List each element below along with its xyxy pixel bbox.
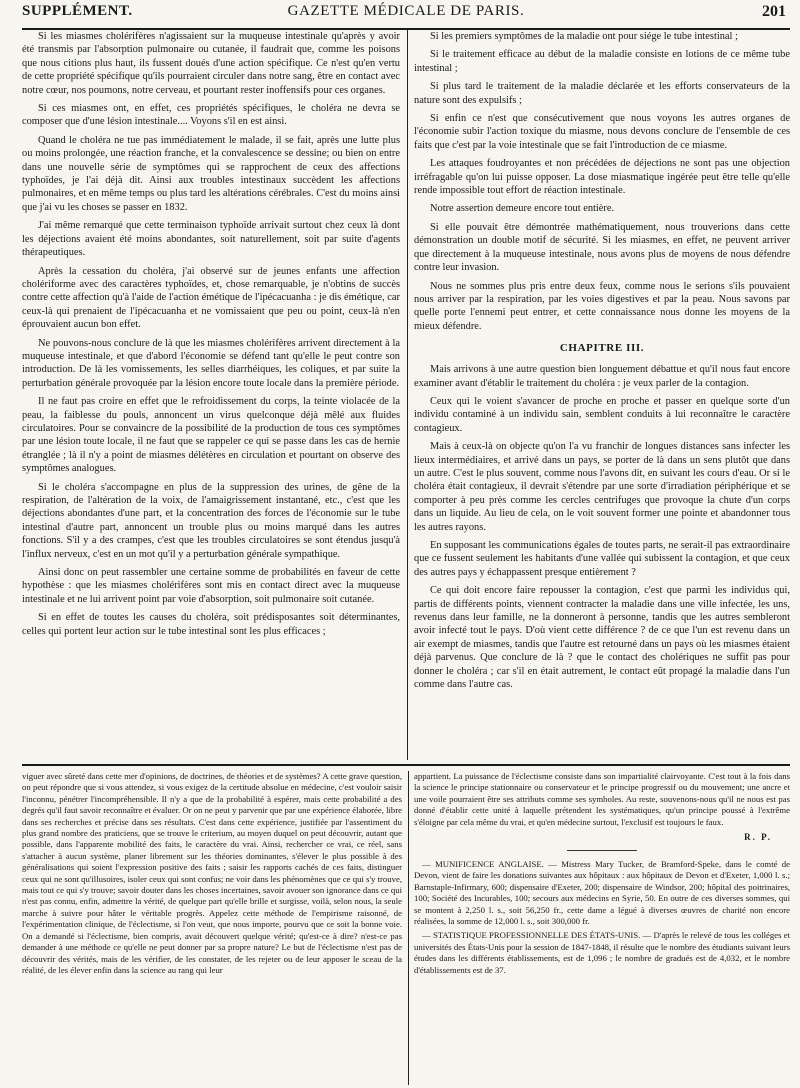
section-divider [22, 764, 790, 766]
paragraph: Après la cessation du choléra, j'ai observé sur de jeunes enfants une affection cholériforme avec des caractères typhoïdes, et, chose remarquable, je n'obtins de succès contre cette affection qu'à l'aide de l'action émétique de l'ipécacuanha : je dis émétique, car ceux-là qui prenaient de l'ipécacuanha et ne vomissaient que peu ou point, ceux-là n'en éprouvaient aucun bon effet. [22, 265, 400, 331]
paragraph: Si enfin ce n'est que consécutivement que nous voyons les autres organes de l'économie subir l'action toxique du miasme, nous devons conclure de l'ensemble de ces faits que c'est par la voie intestinale que se fait l'introduction de ce miasme. [414, 113, 790, 151]
bottom-right-column [414, 771, 790, 1085]
paragraph: Si le choléra s'accompagne en plus de la suppression des urines, de gêne de la respiration, de l'altération de la voix, de l'amaigrissement instantané, etc., c'est que les déjections abondantes d'une part, et la concentration des forces de l'économie sur le tube intestinal d'autre part, annoncent un trouble plus ou moins marqué dans les autres fonctions. S'il y a des crampes, c'est que les troubles circulatoires se sont étendus jusqu'à l'influx nerveux, c'est en un mot qu'il y a perturbation générale sympathique. [22, 481, 400, 560]
left-column [22, 30, 400, 760]
journal-title: GAZETTE MÉDICALE DE PARIS. [287, 3, 525, 19]
paragraph: Mais arrivons à une autre question bien longuement débattue et qu'il nous faut encore examiner avant d'établir le traitement du choléra : je veux parler de la contagion. [414, 364, 790, 389]
paragraph: Si en effet de toutes les causes du choléra, soit prédisposantes soit déterminantes, celles qui portent leur action sur le tube intestinal sont les plus efficaces ; [22, 612, 400, 637]
paragraph: Ceux qui le voient s'avancer de proche en proche et passer en quelque sorte d'un individu contaminé à un individu sain, semblent conduits à lui reconnaître le caractère contagieux. [414, 395, 790, 434]
paragraph: viguer avec sûreté dans cette mer d'opinions, de doctrines, de théories et de systèmes? A cette grave question, on peut répondre que si vous attendez, si vous exigez de la certitude absolue en médecine, c'est vouloir saisir l'inconnu, pénétrer l'incompréhensible. Il n'y a que de la probabilité à espérer, mais cette probabilité a des degrés qu'il faut savoir reconnaître et évaluer. Or on ne peut y parvenir que par une expérience élaborée, libre dans ses recherches et précise dans ses résultats. C'est dans cette expérience, justifiée par l'assentiment du plus grand nombre des praticiens, que se trouve le criterium, au moyen duquel on peut découvrir, autant que possible, dans l'apparente mobilité des faits, le caractère du vrai. Ainsi, rechercher ce vrai, ce réel, sans s'attacher à aucun système, planer librement sur les théories dominantes, s'élever le plus possible à des généralisations qui soient l'expression positive des faits ; saisir les rapports cachés de ces faits, distinguer ceux qui ne sont qu'illusoires, isoler ceux qui sont confus; ne voir dans les phénomènes que ce qui s'y trouve, mais tout ce qui s'y trouve; savoir douter dans les choses incertaines, savoir avouer son ignorance dans ce qui n'est pas connu, enfin, admettre la vérité, de quelque part qu'elle brille et surgisse, voilà, selon nous, la seule marche à suivre pour hâter le véritable progrès. Appelez cette méthode de l'empirisme raisonné, de l'expérimentation clinique, de l'éclectisme, si l'on veut, que nous importe, pourvu que ce soit la bonne voie. On a demandé si l'éclectisme, bien compris, avait découvert quelque vérité; qu'est-ce à dire? n'est-ce pas demander à une méthode ce qu'elle ne peut donner par sa propre nature? Le but de l'éclectisme n'est pas de découvrir des vérités, mais de les vérifier, de les constater, de les rejeter ou de leur apposer le sceau de la réalité, de les élever enfin dans la science au rang qui leur [22, 771, 402, 975]
short-divider [567, 850, 637, 851]
paragraph: Ne pouvons-nous conclure de là que les miasmes cholérifères arrivent directement à la muqueuse intestinale, et que d'abord l'économie se défend tant qu'elle le peut contre son introduction. De là les vomissements, les selles diarrhéiques, les coliques, et par suite la perturbation générale provoquée par la lésion encore toute locale dans la première période. [22, 337, 400, 389]
paragraph: Si plus tard le traitement de la maladie déclarée et les efforts conservateurs de la nature sont des expulsifs ; [414, 81, 790, 106]
column-divider [408, 771, 409, 1085]
supplement-label: SUPPLÉMENT. [22, 3, 133, 19]
feuilleton-section [22, 771, 790, 1085]
paragraph: Notre assertion demeure encore tout entière. [430, 203, 615, 215]
paragraph: J'ai même remarqué que cette terminaison typhoïde arrivait surtout chez ceux là dont les déjections avaient été moins abondantes, soit naturellement, soit par suite d'agents thérapeutiques. [22, 220, 400, 259]
paragraph: Les attaques foudroyantes et non précédées de déjections ne sont pas une objection irréfragable qu'on lui puisse opposer. La dose miasmatique ingérée peut être telle qu'elle rende impossible tout effort de réaction intestinale. [414, 158, 790, 197]
bottom-left-column [22, 771, 402, 1085]
column-divider [407, 30, 408, 760]
main-article [22, 30, 790, 760]
paragraph: Ainsi donc on peut rassembler une certaine somme de probabilités en faveur de cette hypothèse : que les miasmes cholérifères sont mis en contact direct avec la muqueuse intestinale et ne lui arrivent point par voie d'absorption, soit pulmonaire soit cutanée. [22, 567, 400, 605]
paragraph: Si les miasmes cholérifères n'agissaient sur la muqueuse intestinale qu'après y avoir été transmis par l'absorption pulmonaire ou cutanée, il faudrait que, comme les poisons que nous citions plus haut, ils fussent doués d'une action spécifique. Ce n'est qu'en vertu de cette propriété spécifique qu'ils pourraient circuler dans notre sang, être en contact avec notre cœur, nos poumons, notre cerveau, et pourtant rester inoffensifs pour ces organes. [22, 31, 400, 96]
paragraph: Si ces miasmes ont, en effet, ces propriétés spécifiques, le choléra ne devra se composer que d'une lésion intestinale.... Voyons s'il en est ainsi. [22, 103, 400, 128]
paragraph: Nous ne sommes plus pris entre deux feux, comme nous le serions s'ils pouvaient nous arriver par la respiration, par les voies digestives et par la peau. Nous savons par quelle porte l'ennemi peut entrer, et cette connaissance nous donne les moyens de la mieux défendre. [414, 280, 790, 332]
paragraph: En supposant les communications égales de toutes parts, ne serait-il pas extraordinaire que ce fussent seulement les habitants d'une vallée qui subissent la contagion, et que ceux des autres pays y échappassent presque entièrement ? [414, 540, 790, 578]
page-header [22, 0, 790, 30]
news-item: — MUNIFICENCE ANGLAISE. — Mistress Mary Tucker, de Bramford-Speke, dans le comté de Devon, vient de faire les donations suivantes aux hôpitaux : aux hôpitaux de Devon et d'Exeter, 1,000 l. s.; Barnstaple-Infirmary, 600; dispensaire d'Exeter, 200; dispensaire de Windsor, 200; hôpital des poitrinaires, 100; Société des Incurables, 100; secours aux médecins en Syrie, 50. En outre de ces diverses sommes, qui se montent à 2,250 l. s., soit 56,250 fr., cette dame a légué à diverses œuvres de charité non encore réalisées, la somme de 12,000 l. s., soit 300,000 fr. [414, 859, 790, 927]
paragraph: Si elle pouvait être démontrée mathématiquement, nous trouverions dans cette démonstration un double motif de sécurité. Si les miasmes, en effet, ne peuvent arriver que directement à la muqueuse intestinale, nous avons plus de moyens de nous défendre contre leur invasion. [414, 221, 790, 274]
paragraph: Si les premiers symptômes de la maladie ont pour siége le tube intestinal ; [430, 31, 738, 42]
right-column [414, 30, 790, 760]
news-item: — STATISTIQUE PROFESSIONNELLE DES ÉTATS-UNIS. — D'après le relevé de tous les colléges et universités des États-Unis pour la session de 1847-1848, il résulte que le nombre des étudiants suivant leurs études dans les différents établissements, est de 1,096 ; le nombre de gradués est de 4,032, et le nombre d'établissements est de 37. [414, 930, 790, 975]
chapter-heading: CHAPITRE III. [559, 342, 645, 355]
paragraph: Quand le choléra ne tue pas immédiatement le malade, il se fait, après une lutte plus ou moins prolongée, une réaction franche, et la convalescence se dessine; ou bien on entre dans une nouvelle série de symptômes qui se rapprochent de ceux des affections typhoïdes, je l'ai déjà dit. Ainsi aux troubles intestinaux succèdent les affections pulmonaires, et en même temps ou plus tard les altérations cérébrales. C'est du moins ainsi que j'ai vu les choses se passer en 1832. [22, 134, 400, 213]
paragraph: Mais à ceux-là on objecte qu'on l'a vu franchir de longues distances sans infecter les lieux intermédiaires, et arrivé dans un pays, se porter de là dans un sens plutôt que dans un autre. C'est le plus souvent, comme nous l'avons dit, en suivant les cours d'eau. Or si le choléra était contagieux, il devrait s'étendre par une sorte d'irradiation périphérique et se comporter à peu près comme les cercles centrifuges que provoque la chute d'un corps dans un liquide. Au lieu de cela, on le voit souvent former une pointe et abandonner tous les autres rayons. [414, 441, 790, 533]
paragraph: Si le traitement efficace au début de la maladie consiste en lotions de ce même tube intestinal ; [414, 49, 790, 74]
page-number: 201 [762, 3, 786, 20]
author-signature: R. P. [744, 832, 772, 843]
paragraph: Il ne faut pas croire en effet que le refroidissement du corps, la teinte violacée de la peau, la faiblesse du pouls, annoncent un virus quelconque déjà mêlé aux fluides circulatoires. Pour se convaincre de la possibilité de la production de tous ces symptômes par une lésion toute locale, il ne faut que se rappeler ce qui se passe dans les cas de hernie étranglée ; là il n'y a point de miasmes délétères en circulation et pourtant on observe des symptômes analogues. [22, 396, 400, 475]
paragraph: appartient. La puissance de l'éclectisme consiste dans son impartialité clairvoyante. C'est tout à la fois dans la science le principe stationnaire ou conservateur et le principe progressif ou du mouvement; une ancre et une voile pourraient être ses attributs comme ses symboles. Au reste, souvenons-nous qu'il ne nous est pas donné d'établir cette unité à laquelle prétendent les systématiques, qu'un principe poussé à l'extrême s'éloigne par cela même du vrai, et qu'en médecine surtout, l'exclusif est toujours le faux. [414, 771, 790, 827]
paragraph: Ce qui doit encore faire repousser la contagion, c'est que parmi les individus qui, partis de différents points, viennent contracter la maladie dans une ville infectée, les uns, revenus dans leur famille, ne la donneront à personne, tandis que les autres sembleront avoir infecté tout le pays. D'où vient cette différence ? de ce que l'un est revenu dans un air exempt de miasmes, tandis que l'autre est retourné dans un pays où les miasmes étaient déjà parvenus. Que conclure de là ? que le contact des cholériques ne suffit pas pour donner le choléra ; car s'il en était autrement, le contact eût propagé la maladie dans l'un comme dans l'autre cas. [414, 585, 790, 691]
